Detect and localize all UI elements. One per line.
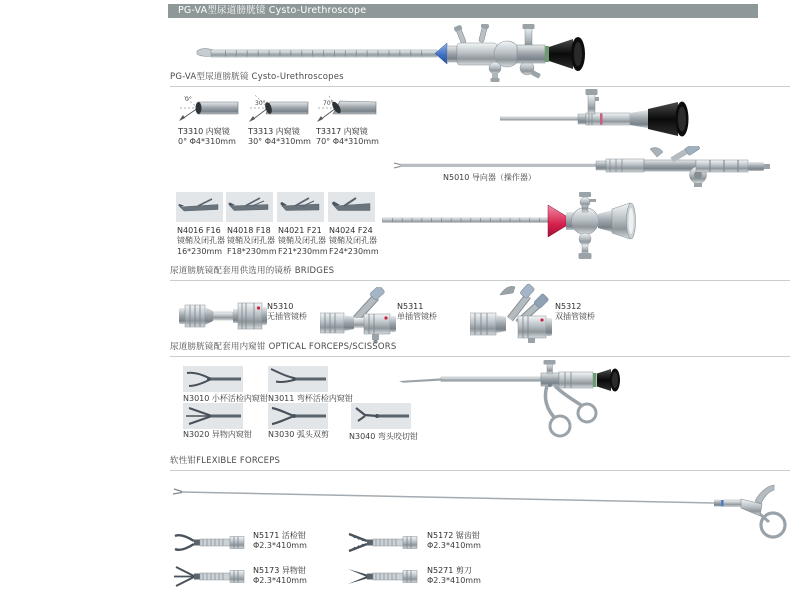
bridge-model: N5310 <box>267 302 294 311</box>
sheath-3-label <box>329 226 379 257</box>
sheath-1-label <box>227 226 277 257</box>
optical-forceps-n3040-label: N3040 弯头咬切钳 <box>349 432 418 441</box>
sheath-model: N4016 F16 <box>177 226 221 235</box>
flexible-model: N5172 锯齿钳 <box>427 531 480 540</box>
telescope-spec: 30° Φ4*310mm <box>248 137 311 147</box>
section-heading-optical-forceps: 尿道膀胱镜配套用内窥钳 OPTICAL FORCEPS/SCISSORS <box>170 340 790 357</box>
bridge-name: 无插管镜桥 <box>267 312 307 322</box>
flexible-spec: Φ2.3*410mm <box>427 576 481 586</box>
sheath-model: N4024 F24 <box>329 226 373 235</box>
bridge-model: N5312 <box>555 302 582 311</box>
bridge-n5311-illustration <box>320 287 398 343</box>
telescope-spec: 0° Φ4*310mm <box>178 137 236 147</box>
sheath-1-thumb-icon <box>226 192 273 222</box>
bridge-n5312-illustration <box>470 283 562 345</box>
bridge-name: 双插管镜桥 <box>555 312 595 322</box>
optical-forceps-photo-illustration <box>397 360 645 448</box>
sheath-spec: F18*230mm <box>227 246 277 256</box>
telescope-angle-label: 70° <box>323 100 334 107</box>
sheath-spec: 16*230mm <box>177 246 223 256</box>
telescope-model: T3317 内窥镜 <box>316 127 368 136</box>
telescope-model: T3310 内窥镜 <box>178 127 230 136</box>
flexible-forceps-n5173-label <box>253 566 307 587</box>
bridge-n5312-label <box>555 302 595 323</box>
section-heading-bridges: 尿道膀胱镜配套用供选用的镜桥 BRIDGES <box>170 264 790 281</box>
sheath-0-label <box>177 226 225 257</box>
telescope-angle-label: 0° <box>185 96 192 103</box>
flexible-spec: Φ2.3*410mm <box>253 576 307 586</box>
flexible-spec: Φ2.3*410mm <box>253 541 307 551</box>
telescope-photo-illustration <box>500 88 745 138</box>
telescope-0-diagram-icon <box>176 92 240 126</box>
optical-scissors-n3030-label: N3030 弧头双剪 <box>268 430 329 439</box>
flexible-forceps-n5171-label <box>253 531 307 552</box>
flexible-forceps-n5171-thumb-icon <box>172 527 248 557</box>
sheath-spec: F24*230mm <box>329 246 379 256</box>
guide-n5010-label: N5010 导向器（操作器） <box>443 173 536 182</box>
telescope-model: T3313 内窥镜 <box>248 127 300 136</box>
sheath-2-thumb-icon <box>277 192 324 222</box>
flexible-model: N5173 异物钳 <box>253 566 306 575</box>
flexible-model: N5271 剪刀 <box>427 566 472 575</box>
sheath-0-thumb-icon <box>176 192 223 222</box>
optical-forceps-n3010-label: N3010 小杯活检内窥钳 <box>183 394 268 403</box>
telescope-1-label <box>248 127 311 148</box>
optical-forceps-n3020-thumb-icon <box>183 403 243 429</box>
bridge-name: 单插管镜桥 <box>397 312 437 322</box>
bridge-model: N5311 <box>397 302 424 311</box>
sheath-2-label <box>278 226 328 257</box>
flexible-forceps-n5173-thumb-icon <box>172 561 248 591</box>
optical-forceps-n3010-thumb-icon <box>183 366 243 392</box>
flexible-scissors-n5271-thumb-icon <box>345 561 421 591</box>
telescope-2-label <box>316 127 379 148</box>
optical-forceps-n3011-thumb-icon <box>268 366 328 392</box>
bridge-n5311-label <box>397 302 437 323</box>
telescope-2-diagram-icon <box>314 92 378 126</box>
sheath-spec: F21*230mm <box>278 246 328 256</box>
telescope-angle-label: 30° <box>255 100 266 107</box>
section-heading-scopes: PG-VA型尿道膀胱镜 Cysto-Urethroscopes <box>170 70 790 87</box>
sheath-model: N4018 F18 <box>227 226 271 235</box>
flexible-forceps-n5172-thumb-icon <box>345 527 421 557</box>
flexible-model: N5171 活检钳 <box>253 531 306 540</box>
flexible-spec: Φ2.3*410mm <box>427 541 481 551</box>
telescope-spec: 70° Φ4*310mm <box>316 137 379 147</box>
telescope-1-diagram-icon <box>246 92 310 126</box>
sheath-3-thumb-icon <box>328 192 375 222</box>
sheath-photo-illustration <box>382 192 642 262</box>
optical-forceps-n3020-label: N3020 异物内窥钳 <box>183 430 252 439</box>
section-heading-flexible-forceps: 软性钳FLEXIBLE FORCEPS <box>170 454 790 471</box>
sheath-name: 镜鞘及闭孔器 <box>177 236 225 246</box>
sheath-model: N4021 F21 <box>278 226 322 235</box>
bridge-n5310-illustration <box>179 297 267 335</box>
page-title-bar: PG-VA型尿道膀胱镜 Cysto-Urethroscope <box>168 4 758 18</box>
bridge-n5310-label <box>267 302 307 323</box>
optical-scissors-n3030-thumb-icon <box>268 403 328 429</box>
sheath-name: 镜鞘及闭孔器 <box>278 236 326 246</box>
flexible-scissors-n5271-label <box>427 566 481 587</box>
sheath-name: 镜鞘及闭孔器 <box>329 236 377 246</box>
telescope-0-label <box>178 127 236 148</box>
optical-forceps-n3011-label: N3011 弯杯活检内窥钳 <box>268 394 353 403</box>
sheath-name: 镜鞘及闭孔器 <box>227 236 275 246</box>
flexible-forceps-n5172-label <box>427 531 481 552</box>
